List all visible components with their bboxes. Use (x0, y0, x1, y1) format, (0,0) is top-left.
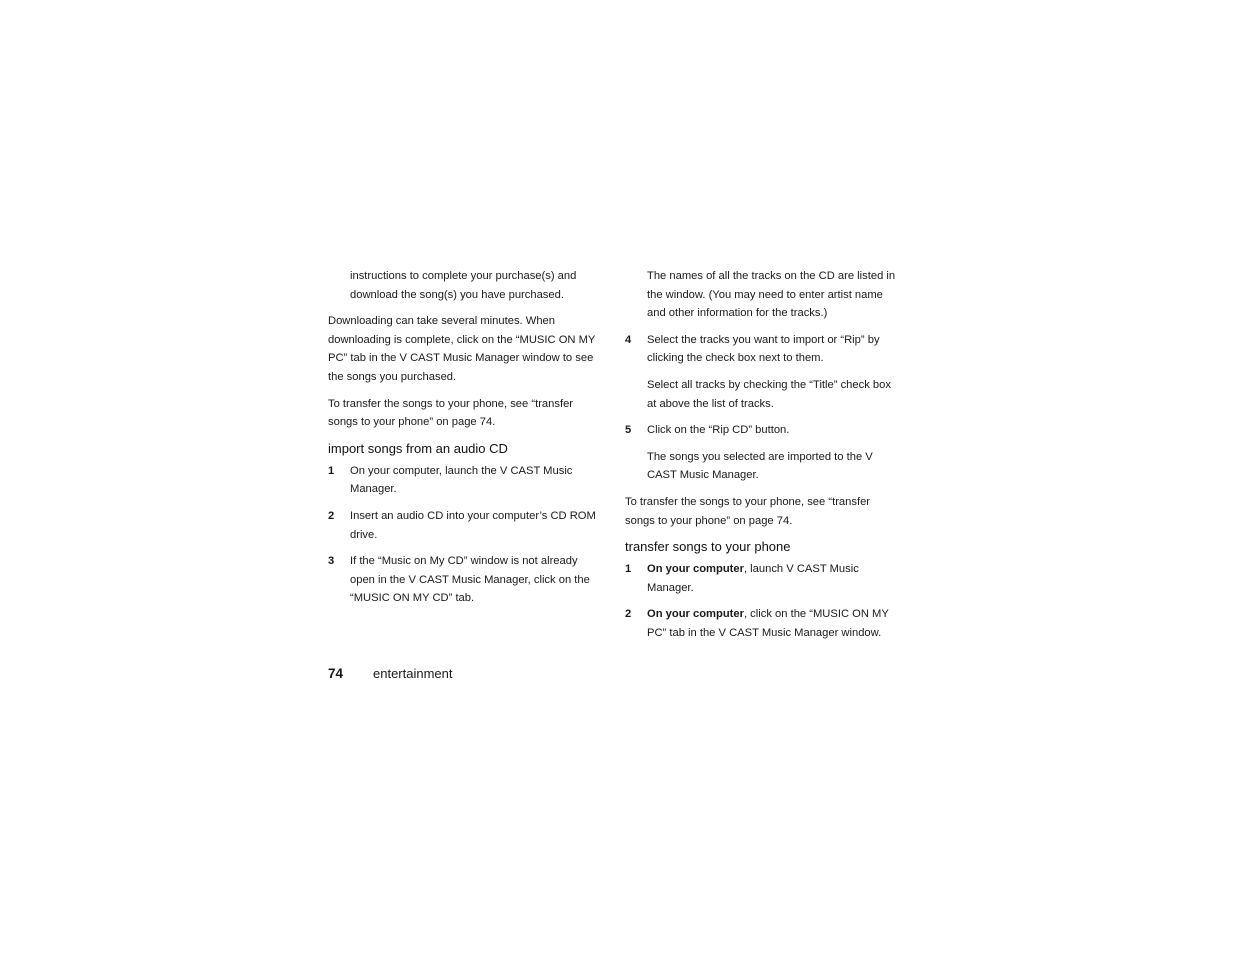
section-heading-transfer: transfer songs to your phone (625, 539, 791, 555)
step-text: If the “Music on My CD” window is not already open in the V CAST Music Manager, click on the “MUSIC ON MY CD” tab. (350, 555, 590, 605)
step-number: 3 (328, 555, 335, 568)
step-text: Click on the “Rip CD” button. (647, 424, 790, 437)
paragraph-downloading: Downloading can take several minutes. When downloading is complete, click on the “MUSIC ON MY PC” tab in the V CAST Music Manager window to see the songs you purchased. (328, 315, 596, 383)
step-number: 1 (328, 464, 335, 477)
step-item (328, 462, 600, 499)
step-text-rest: , click on the “MUSIC ON MY PC” tab in the V CAST Music Manager window. (647, 608, 889, 639)
section-heading-import: import songs from an audio CD (328, 440, 508, 456)
page-number: 74 (328, 666, 344, 681)
page-footer (328, 666, 453, 681)
step-text: On your computer, launch the V CAST Music Manager. (350, 464, 573, 496)
right-column (625, 267, 897, 651)
step-emphasis: On your computer (647, 563, 744, 576)
step-note: Select all tracks by checking the “Title” check box at above the list of tracks. (647, 378, 891, 410)
step-item (625, 560, 897, 597)
step-number: 4 (625, 333, 632, 346)
step-emphasis: On your computer (647, 608, 744, 621)
continued-text: The names of all the tracks on the CD are listed in the window. (You may need to enter artist name and other information for the tracks.) (647, 270, 896, 320)
step-text: Select the tracks you want to import or “Rip” by clicking the check box next to them. (647, 333, 880, 365)
paragraph-transfer-reference: To transfer the songs to your phone, see “transfer songs to your phone” on page 74. (625, 495, 871, 527)
step-text-rest: , launch V CAST Music Manager. (647, 563, 859, 594)
section-name: entertainment (373, 666, 453, 681)
step-number: 2 (328, 509, 335, 522)
step-item (625, 605, 897, 642)
step-item (328, 552, 600, 608)
step-text (647, 605, 897, 642)
step-note: The songs you selected are imported to the V CAST Music Manager. (647, 450, 873, 482)
step-text (647, 560, 897, 597)
step-number: 5 (625, 424, 632, 437)
step-number: 2 (625, 608, 632, 621)
continued-text: instructions to complete your purchase(s) and download the song(s) you have purchased. (350, 270, 577, 301)
step-item (328, 507, 600, 544)
paragraph-transfer-reference: To transfer the songs to your phone, see “transfer songs to your phone” on page 74. (328, 397, 574, 429)
step-text: Insert an audio CD into your computer’s CD ROM drive. (350, 509, 596, 541)
step-item (625, 331, 897, 368)
step-number: 1 (625, 563, 632, 576)
step-item (625, 421, 897, 440)
left-column (328, 267, 600, 616)
